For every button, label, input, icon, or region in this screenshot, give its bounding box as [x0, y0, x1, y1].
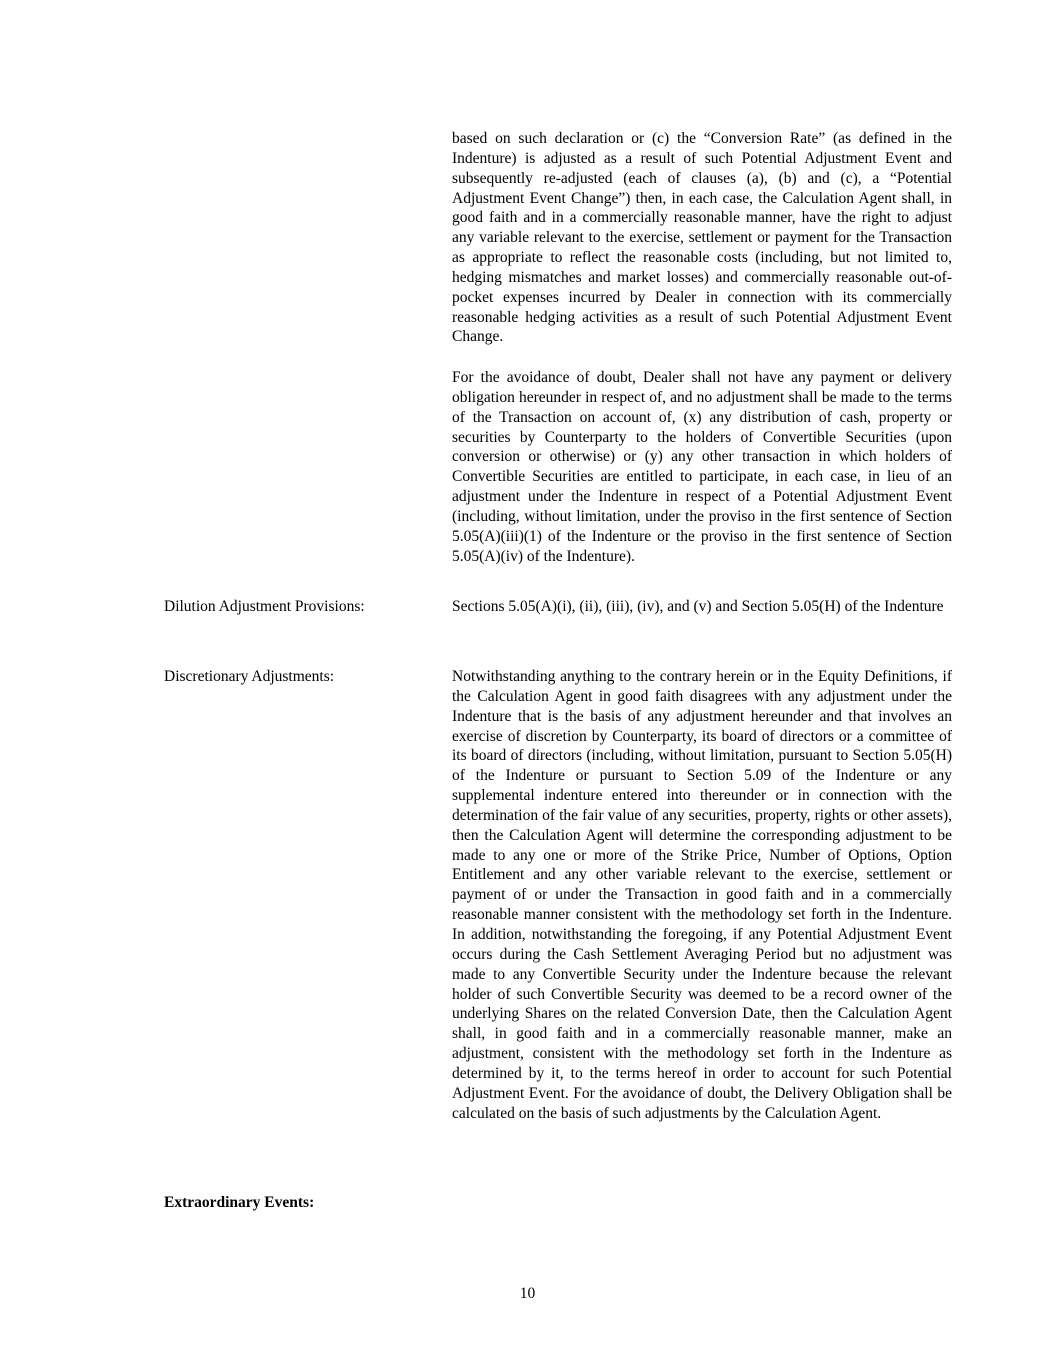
label-discretionary-adjustments: Discretionary Adjustments:	[164, 668, 335, 685]
paragraph-adjustment-change: based on such declaration or (c) the “Conversion Rate” (as defined in the Indenture) is adjusted as a result of such Potential Adjustment Event and subsequently re-adjusted (each of clauses (a), (b) and (c), a “Potential Adjustment Event Change”) then, in each case, the Calculation Agent shall, in good faith and in a commercially reasonable manner, have the right to adjust any variable relevant to the exercise, settlement or payment for the Transaction as appropriate to reflect the reasonable costs (including, but not limited to, hedging mismatches and market losses) and commercially reasonable out-of-pocket expenses incurred by Dealer in connection with its commercially reasonable hedging activities as a result of such Potential Adjustment Event Change.	[452, 130, 952, 346]
heading-extraordinary-events: Extraordinary Events:	[164, 1194, 315, 1211]
dilution-adjustment-provisions-text: Sections 5.05(A)(i), (ii), (iii), (iv), and (v) and Section 5.05(H) of the Indenture	[452, 598, 944, 615]
discretionary-adjustments-text: Notwithstanding anything to the contrary herein or in the Equity Definitions, if the Calculation Agent in good faith disagrees with any adjustment under the Indenture that is the basis of any adjustment hereunder and that involves an exercise of discretion by Counterparty, its board of directors or a committee of its board of directors (including, without limitation, pursuant to Section 5.05(H) of the Indenture or pursuant to Section 5.09 of the Indenture or any supplemental indenture entered into thereunder or in connection with the determination of the fair value of any securities, property, rights or other assets), then the Calculation Agent will determine the corresponding adjustment to be made to any one or more of the Strike Price, Number of Options, Option Entitlement and any other variable relevant to the exercise, settlement or payment of or under the Transaction in good faith and in a commercially reasonable manner consistent with the methodology set forth in the Indenture. In addition, notwithstanding the foregoing, if any Potential Adjustment Event occurs during the Cash Settlement Averaging Period but no adjustment was made to any Convertible Security under the Indenture because the relevant holder of such Convertible Security was deemed to be a record owner of the underlying Shares on the related Conversion Date, then the Calculation Agent shall, in good faith and in a commercially reasonable manner, make an adjustment, consistent with the methodology set forth in the Indenture as determined by it, to the terms hereof in order to account for such Potential Adjustment Event. For the avoidance of doubt, the Delivery Obligation shall be calculated on the basis of such adjustments by the Calculation Agent.	[452, 668, 952, 1122]
label-dilution-adjustment-provisions: Dilution Adjustment Provisions:	[164, 598, 365, 615]
paragraph-avoidance-of-doubt: For the avoidance of doubt, Dealer shall not have any payment or delivery obligation hereunder in respect of, and no adjustment shall be made to the terms of the Transaction on account of, (x) any distribution of cash, property or securities by Counterparty to the holders of Convertible Securities (upon conversion or otherwise) or (y) any other transaction in which holders of Convertible Securities are entitled to participate, in each case, in lieu of an adjustment under the Indenture in respect of a Potential Adjustment Event (including, without limitation, under the proviso in the first sentence of Section 5.05(A)(iii)(1) of the Indenture or the proviso in the first sentence of Section 5.05(A)(iv) of the Indenture).	[452, 369, 952, 565]
page-number: 10	[519, 1285, 536, 1302]
